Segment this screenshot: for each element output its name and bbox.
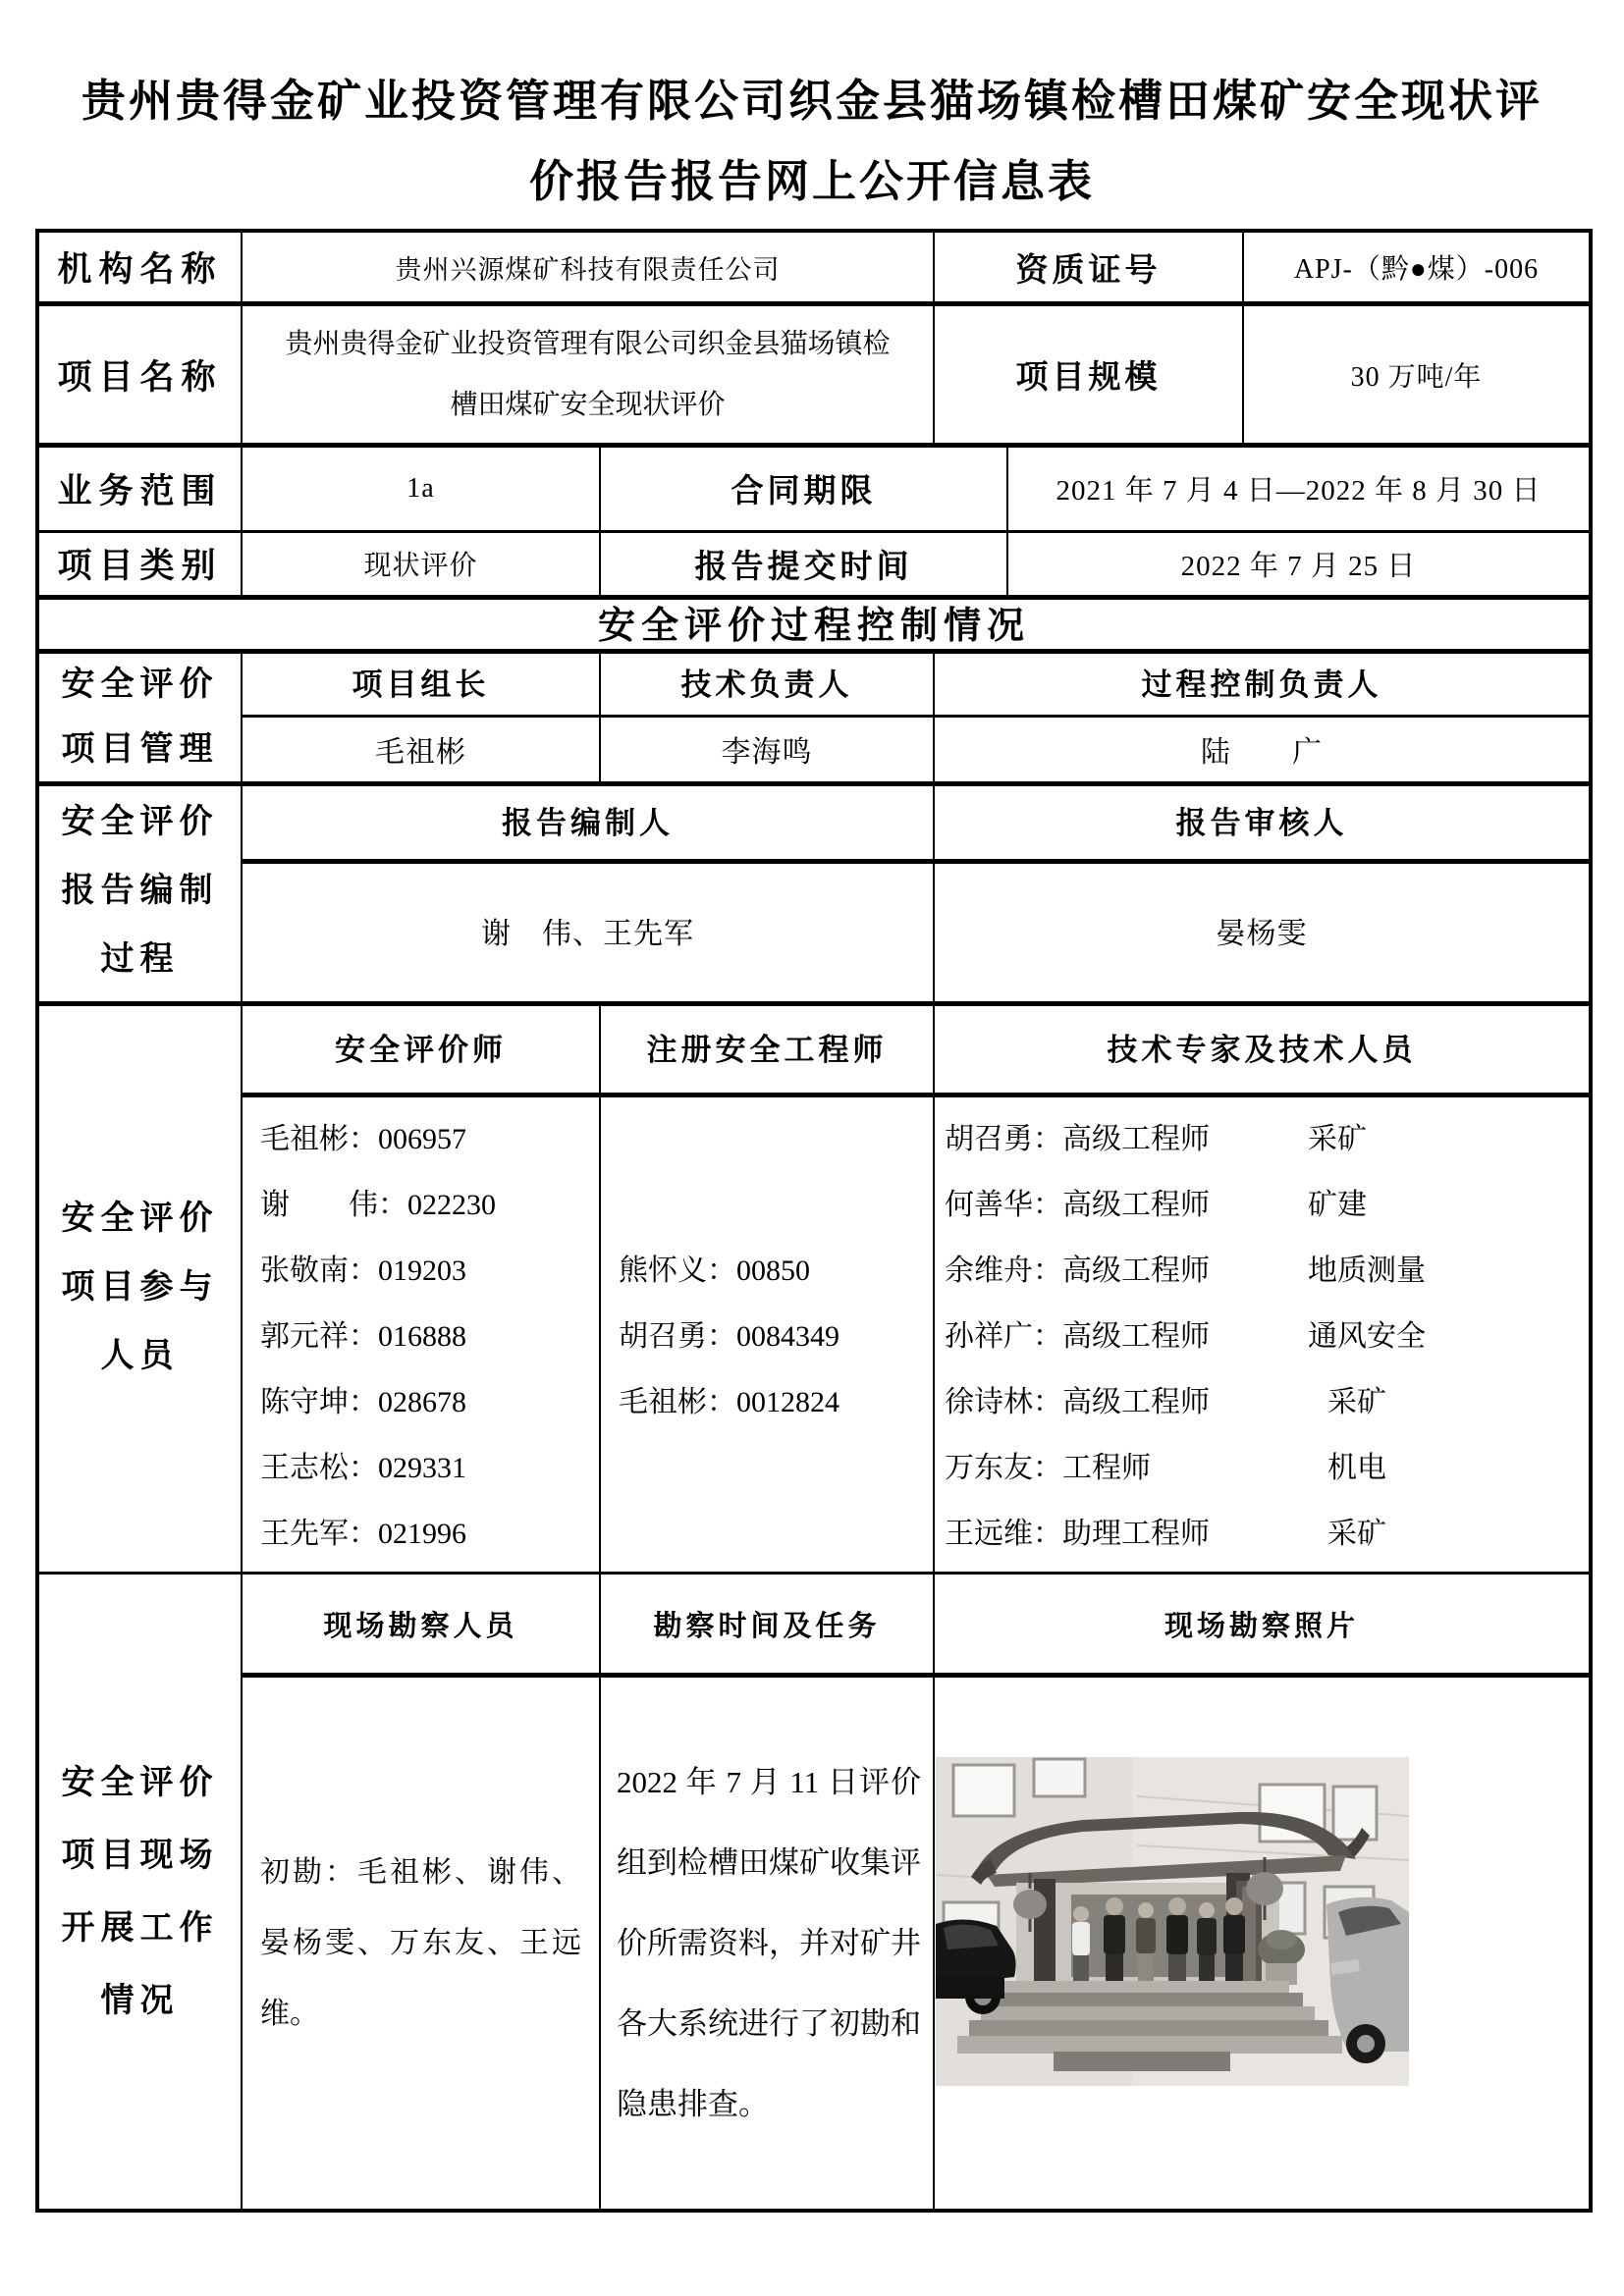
page-title-line2: 价报告报告网上公开信息表 <box>528 157 1095 206</box>
expert-field: 机电 <box>1327 1452 1386 1484</box>
project-category-label: 项目类别 <box>57 547 223 585</box>
participants-label-line2: 项目参与 <box>61 1268 219 1306</box>
expert-name-title: 胡召勇：高级工程师 <box>945 1123 1210 1155</box>
experts-list <box>945 1106 1587 1572</box>
comp-header-writer: 报告编制人 <box>502 806 674 840</box>
site-survey-personnel-text: 初勘：毛祖彬、谢伟、晏杨雯、万东友、王远维。 <box>260 1855 581 2030</box>
project-name-value-line2: 槽田煤矿安全现状评价 <box>450 389 726 420</box>
report-submit-value: 2022 年 7 月 25 日 <box>1180 550 1417 582</box>
table-line-part-header <box>241 1093 1593 1097</box>
mgmt-header-process: 过程控制负责人 <box>1141 667 1382 702</box>
report-submit-label: 报告提交时间 <box>694 549 913 585</box>
mgmt-header-leader: 项目组长 <box>352 667 490 702</box>
expert-name-title: 王远维：助理工程师 <box>945 1518 1210 1550</box>
evaluator-item: 张敬南：019203 <box>260 1255 466 1287</box>
business-scope-value: 1a <box>406 472 435 504</box>
registered-engineer-item: 胡召勇：0084349 <box>619 1320 839 1353</box>
expert-item <box>945 1435 1587 1501</box>
registered-engineer-item: 熊怀义：00850 <box>619 1255 810 1287</box>
site-label-line3: 开展工作 <box>61 1909 219 1947</box>
expert-name-title: 何善华：高级工程师 <box>945 1189 1210 1221</box>
expert-name-title: 余维舟：高级工程师 <box>945 1255 1210 1287</box>
site-survey-task <box>617 1678 921 2209</box>
expert-name-title: 万东友：工程师 <box>945 1452 1151 1484</box>
site-label-line1: 安全评价 <box>61 1764 219 1801</box>
participants-label-line3: 人员 <box>100 1337 180 1374</box>
mgmt-label-line2: 项目管理 <box>61 730 219 768</box>
person <box>1223 1897 1245 1983</box>
participants-label-line1: 安全评价 <box>61 1200 219 1237</box>
registered-engineer-item: 毛祖彬：0012824 <box>619 1386 839 1418</box>
contract-period-label: 合同期限 <box>731 474 877 509</box>
participants-section-label <box>39 1005 241 1570</box>
expert-item <box>945 1172 1587 1238</box>
expert-name-title: 孙祥广：高级工程师 <box>945 1320 1210 1353</box>
expert-item <box>945 1304 1587 1369</box>
expert-field: 地质测量 <box>1308 1255 1426 1287</box>
site-header-photo: 现场勘察照片 <box>1164 1610 1359 1642</box>
person <box>1072 1906 1090 1981</box>
participants-header-evaluators: 安全评价师 <box>335 1033 507 1067</box>
evaluator-item: 毛祖彬：006957 <box>260 1123 466 1155</box>
comp-value-reviewer: 晏杨雯 <box>1216 917 1308 950</box>
expert-item <box>945 1369 1587 1435</box>
expert-name-title: 徐诗林：高级工程师 <box>945 1386 1210 1418</box>
expert-item <box>945 1501 1587 1567</box>
table-border-bottom <box>35 2209 1593 2213</box>
evaluators-list <box>260 1106 599 1572</box>
project-name-value-line1: 贵州贵得金矿业投资管理有限公司织金县猫场镇检 <box>285 328 891 359</box>
comp-section-label <box>39 785 241 997</box>
project-scale-value: 30 万吨/年 <box>1350 361 1483 393</box>
person <box>1104 1897 1125 1983</box>
expert-field: 采矿 <box>1327 1386 1386 1418</box>
mgmt-value-process: 陆 广 <box>1201 735 1323 769</box>
site-survey-personnel <box>260 1678 581 2209</box>
participants-header-registered: 注册安全工程师 <box>646 1033 888 1067</box>
site-label-line4: 情况 <box>100 1982 180 2019</box>
table-line-part-bottom <box>35 1572 1593 1575</box>
site-survey-photo-graphic <box>936 1757 1409 2086</box>
expert-item <box>945 1106 1587 1172</box>
project-category-value: 现状评价 <box>363 551 478 581</box>
page-title-line1: 贵州贵得金矿业投资管理有限公司织金县猫场镇检槽田煤矿安全现状评 <box>81 77 1543 126</box>
participants-header-experts: 技术专家及技术人员 <box>1107 1033 1417 1067</box>
expert-field: 采矿 <box>1327 1518 1386 1550</box>
contract-period-value: 2021 年 7 月 4 日—2022 年 8 月 30 日 <box>1056 475 1542 507</box>
comp-value-writer: 谢 伟、王先军 <box>481 917 694 950</box>
registered-engineers-list <box>619 1238 931 1435</box>
site-survey-photo <box>936 1757 1409 2086</box>
process-control-banner: 安全评价过程控制情况 <box>597 606 1030 647</box>
business-scope-label: 业务范围 <box>57 471 223 510</box>
cert-no-label: 资质证号 <box>1015 252 1162 289</box>
project-scale-label: 项目规模 <box>1015 360 1162 396</box>
mgmt-value-leader: 毛祖彬 <box>375 735 466 769</box>
mgmt-header-tech: 技术负责人 <box>680 667 853 702</box>
evaluator-item: 谢 伟：022230 <box>260 1189 496 1221</box>
site-label-line2: 项目现场 <box>61 1837 219 1874</box>
site-section-label <box>39 1575 241 2209</box>
mgmt-label-line1: 安全评价 <box>61 666 219 703</box>
project-name-label: 项目名称 <box>57 357 223 397</box>
expert-item <box>945 1238 1587 1304</box>
expert-field: 采矿 <box>1308 1123 1367 1155</box>
evaluator-item: 王先军：021996 <box>260 1518 466 1550</box>
expert-field: 矿建 <box>1308 1189 1367 1221</box>
project-name-value <box>243 306 933 443</box>
mgmt-section-label <box>39 653 241 781</box>
evaluator-item: 王志松：029331 <box>260 1452 466 1484</box>
org-name-label: 机构名称 <box>57 250 223 289</box>
evaluator-item: 陈守坤：028678 <box>260 1386 466 1418</box>
site-header-personnel: 现场勘察人员 <box>323 1610 518 1642</box>
comp-header-reviewer: 报告审核人 <box>1175 806 1348 840</box>
cert-no-value: APJ-（黔●煤）-006 <box>1293 254 1540 285</box>
evaluator-item: 郭元祥：016888 <box>260 1320 466 1353</box>
table-border-right <box>1589 229 1593 2213</box>
site-header-task: 勘察时间及任务 <box>653 1610 881 1642</box>
org-name-value: 贵州兴源煤矿科技有限责任公司 <box>395 254 781 285</box>
comp-label-line3: 过程 <box>100 941 180 978</box>
expert-field: 通风安全 <box>1308 1320 1426 1353</box>
person <box>1166 1897 1188 1983</box>
site-survey-task-text: 2022 年 7 月 11 日评价组到检槽田煤矿收集评价所需资料，并对矿井各大系统进行了初勘和隐患排查。 <box>617 1764 921 2121</box>
comp-label-line1: 安全评价 <box>61 804 219 840</box>
page-title <box>0 61 1624 222</box>
mgmt-value-tech: 李海鸣 <box>721 735 813 769</box>
comp-label-line2: 报告编制 <box>61 873 219 909</box>
